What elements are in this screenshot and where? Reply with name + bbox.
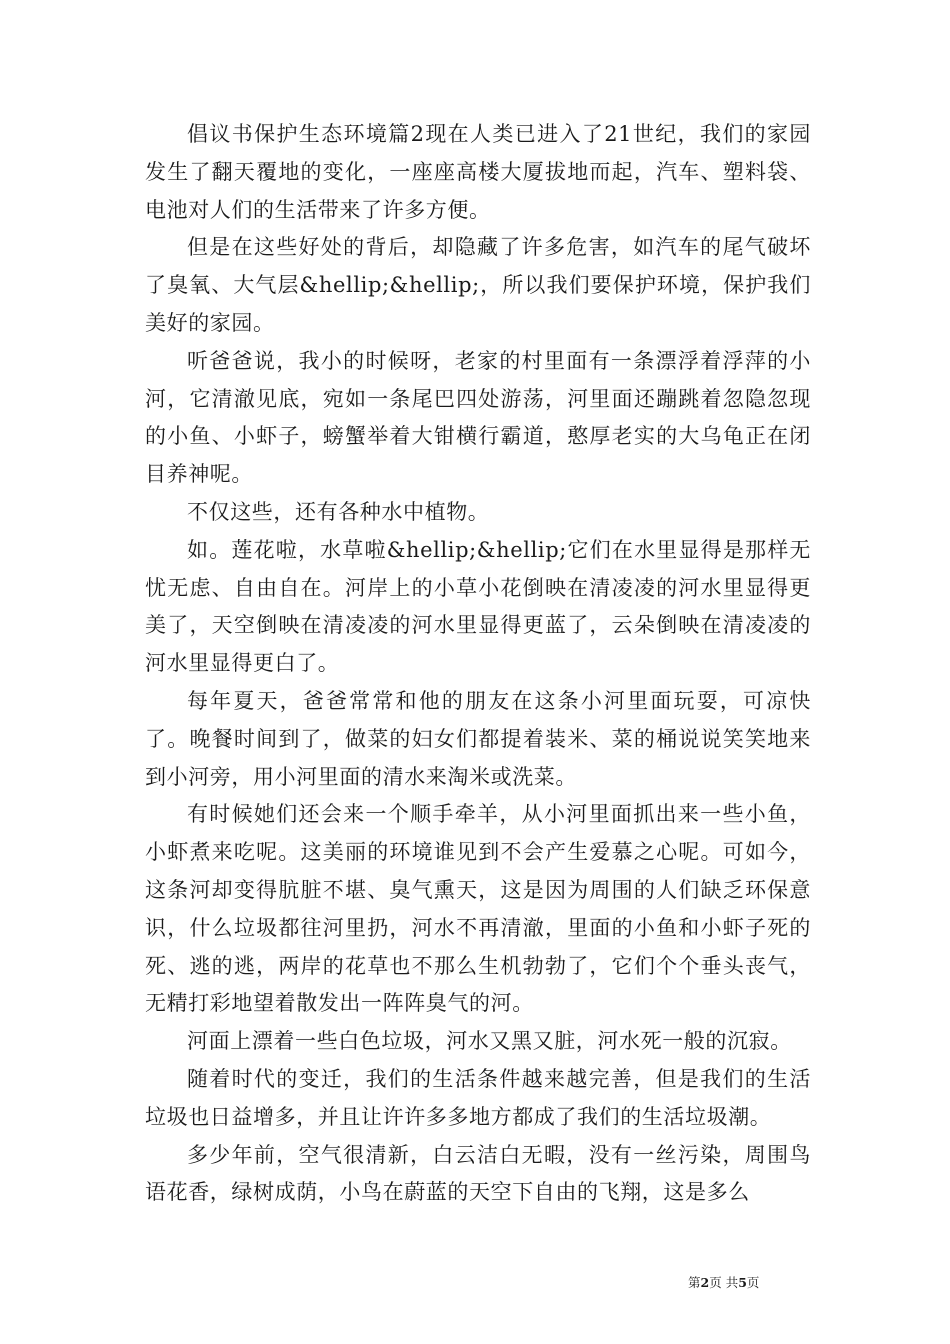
total-pages-number: 5 <box>738 1275 747 1290</box>
paragraph-4: 不仅这些，还有各种水中植物。 <box>187 499 490 524</box>
paragraph-3: 听爸爸说，我小的时候呀，老家的村里面有一条漂浮着浮萍的小河，它清澈见底，宛如一条尾巴四处游荡，河里面还蹦跳着忽隐忽现的小鱼、小虾子，螃蟹举着大钳横行霸道，憨厚老实的大乌龟正在闭目养神呢。 <box>145 348 811 487</box>
footer-suffix: 页 <box>746 1275 760 1290</box>
paragraph-9: 随着时代的变迁，我们的生活条件越来越完善，但是我们的生活垃圾也日益增多，并且让许许多多地方都成了我们的生活垃圾潮。 <box>145 1066 811 1129</box>
paragraph-10: 多少年前，空气很清新，白云洁白无暇，没有一丝污染，周围鸟语花香，绿树成荫，小鸟在蔚蓝的天空下自由的飞翔，这是多么 <box>145 1142 811 1205</box>
document-body <box>145 116 811 1212</box>
paragraph-7: 有时候她们还会来一个顺手牵羊，从小河里面抓出来一些小鱼，小虾煮来吃呢。这美丽的环境谁见到不会产生爱慕之心呢。可如今，这条河却变得肮脏不堪、臭气熏天，这是因为周围的人们缺乏环保意识，什么垃圾都往河里扔，河水不再清澈，里面的小鱼和小虾子死的死、逃的逃，两岸的花草也不那么生机勃勃了，它们个个垂头丧气，无精打彩地望着散发出一阵阵臭气的河。 <box>145 802 811 1016</box>
current-page-number: 2 <box>700 1275 710 1290</box>
footer-prefix: 第 <box>688 1275 701 1290</box>
paragraph-2: 但是在这些好处的背后，却隐藏了许多危害，如汽车的尾气破坏了臭氧、大气层&hellip;&hellip;，所以我们要保护环境，保护我们美好的家园。 <box>145 235 811 335</box>
paragraph-5: 如。莲花啦，水草啦&hellip;&hellip;它们在水里显得是那样无忧无虑、自由自在。河岸上的小草小花倒映在清凌凌的河水里显得更美了，天空倒映在清凌凌的河水里显得更蓝了，云朵倒映在清凌凌的河水里显得更白了。 <box>145 537 811 676</box>
paragraph-6: 每年夏天，爸爸常常和他的朋友在这条小河里面玩耍，可凉快了。晚餐时间到了，做菜的妇女们都提着装米、菜的桶说说笑笑地来到小河旁，用小河里面的清水来淘米或洗菜。 <box>145 688 811 789</box>
paragraph-8: 河面上漂着一些白色垃圾，河水又黑又脏，河水死一般的沉寂。 <box>187 1029 792 1054</box>
paragraph-1: 倡议书保护生态环境篇2现在人类已进入了21世纪，我们的家园发生了翻天覆地的变化，一座座高楼大厦拔地而起，汽车、塑料袋、电池对人们的生活带来了许多方便。 <box>145 122 811 222</box>
page-number-footer <box>688 1273 828 1291</box>
footer-middle: 页 共 <box>709 1275 739 1290</box>
